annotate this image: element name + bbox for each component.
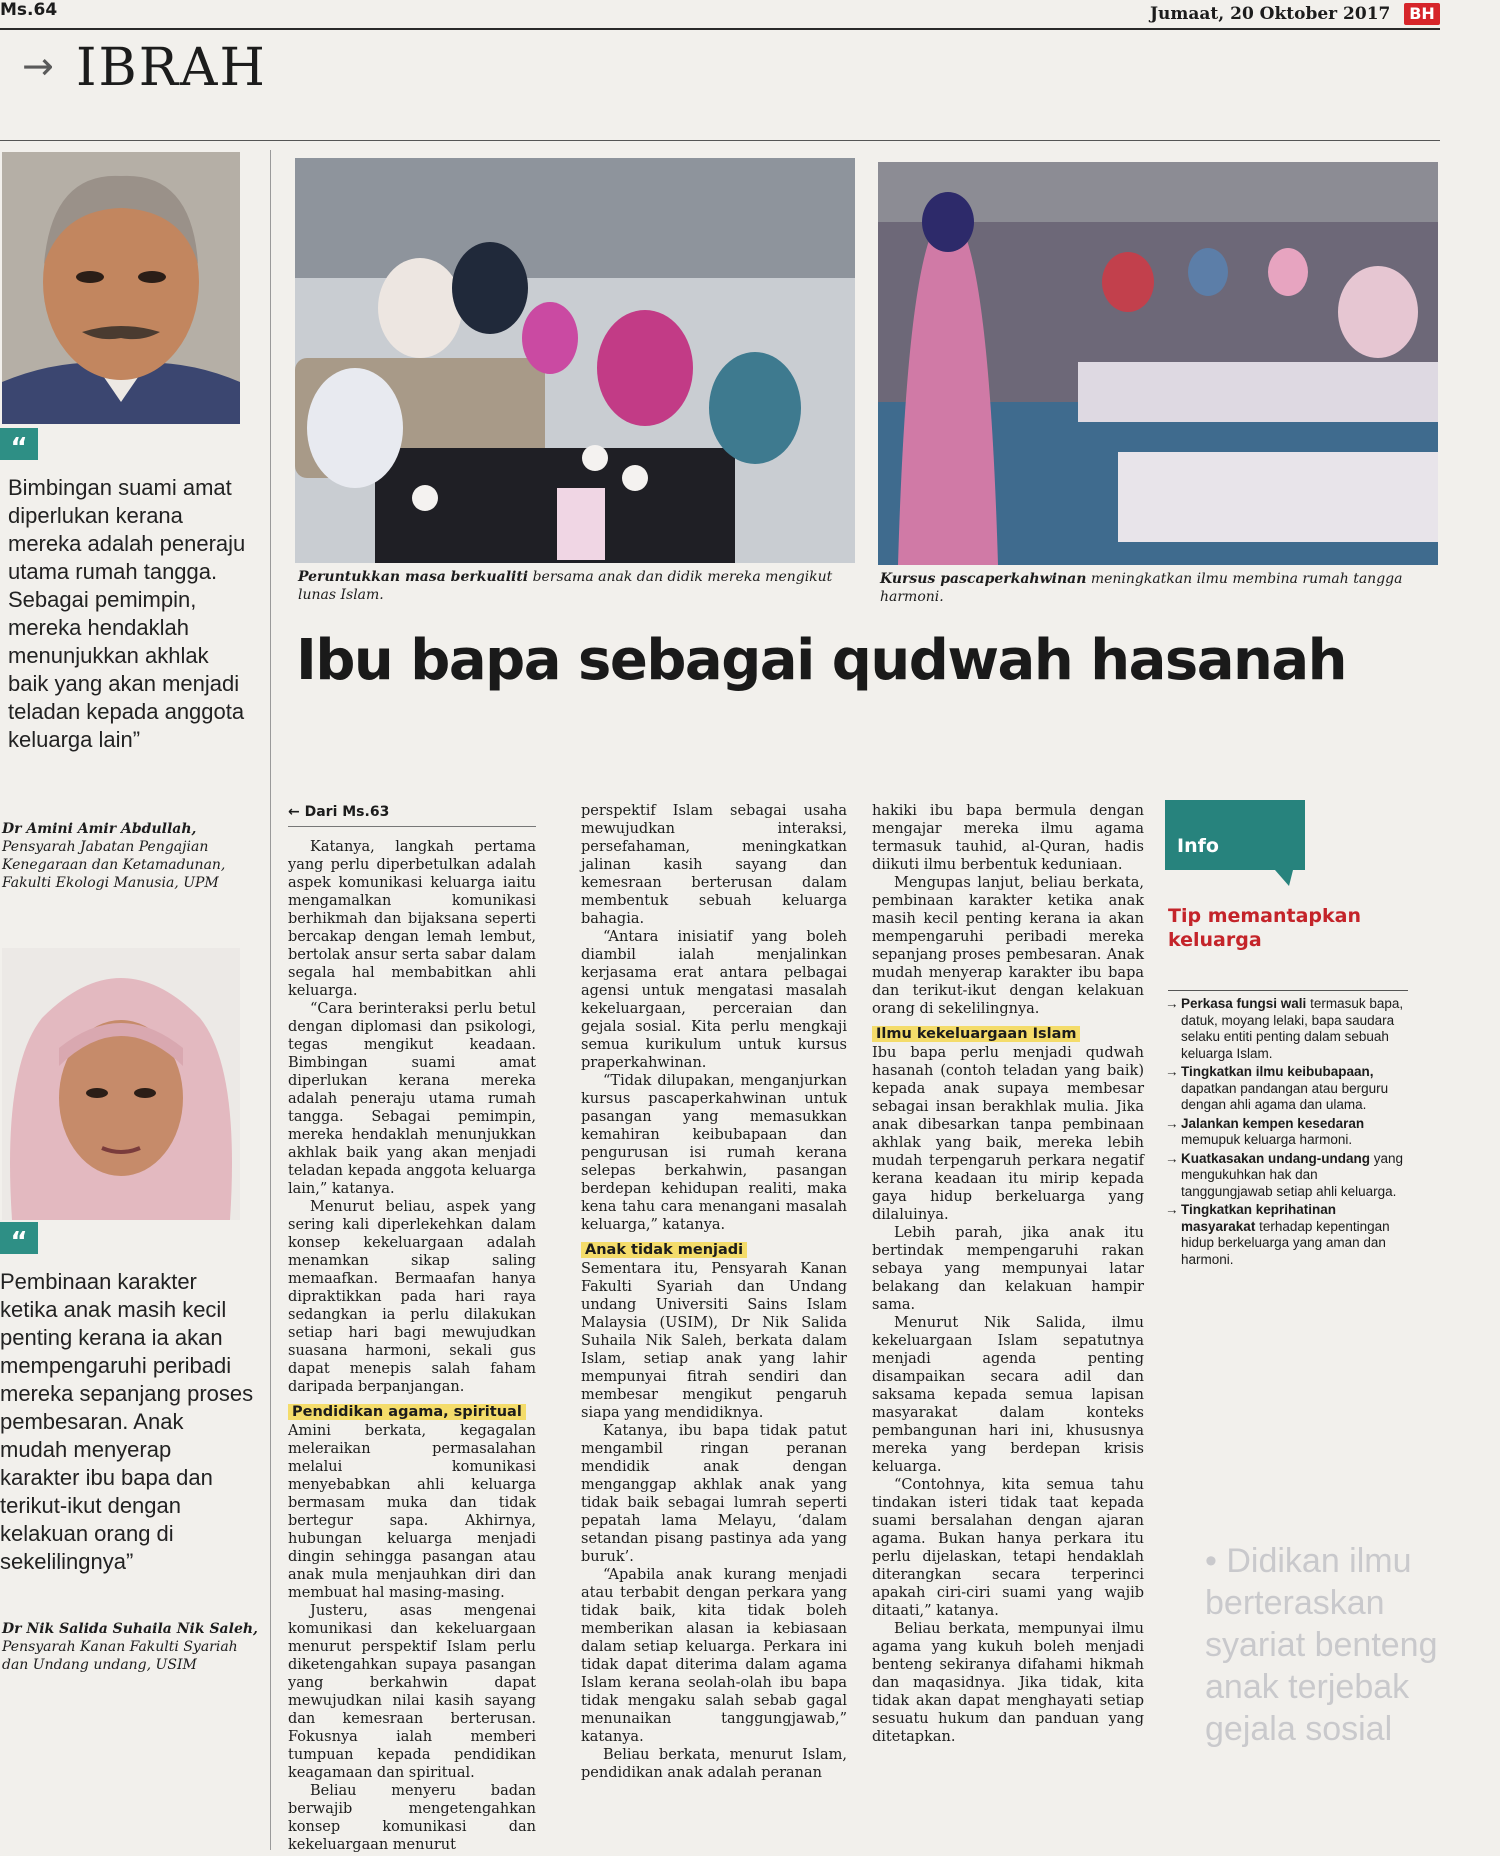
- tip-text: terhadap kepentingan hidup berkeluarga yang aman dan harmoni.: [1181, 1218, 1390, 1267]
- tip-text: dapatkan pandangan atau berguru dengan ahli agama dan ulama.: [1181, 1080, 1389, 1112]
- paragraph: “Contohnya, kita semua tahu tindakan isteri tidak taat kepada suami bersalahan dengan ajaran agama. Bukan hanya perkara itu perlu dijelaskan, tetapi hendaklah diterangkan secara terperinci apakah ciri-ciri suami yang wajib ditaati,” katanya.: [872, 1477, 1144, 1619]
- caption-bold: Kursus pascaperkahwinan: [880, 571, 1087, 587]
- subheading: Pendidikan agama, spiritual: [288, 1404, 526, 1420]
- top-rule: [0, 28, 1440, 30]
- section-title: IBRAH: [76, 38, 267, 98]
- attribution-nik-salida: [2, 1620, 262, 1674]
- issue-date: Jumaat, 20 Oktober 2017: [1150, 4, 1391, 24]
- paragraph: Sementara itu, Pensyarah Kanan Fakulti Syariah dan Undang undang Universiti Sains Islam Malaysia (USIM), Dr Nik Salida Suhaila Nik Saleh, berkata dalam Islam, setiap anak yang lahir mempunyai fitrah sendiri dan membesar mengikut pengaruh siapa yang mendidiknya.: [581, 1261, 847, 1421]
- paragraph: Menurut Nik Salida, ilmu kekeluargaan Islam sepatutnya menjadi agenda penting disampaikan secara adil dan saksama kepada semua lapisan masyarakat dalam konteks pembangunan hari ini, khususnya mereka yang berdepan krisis keluarga.: [872, 1315, 1144, 1475]
- bleed-through-text: • Didikan ilmu berteraskan syariat benteng anak terjebak gejala sosial: [1205, 1542, 1438, 1748]
- caption-text: meningkatkan ilmu membina rumah tangga harmoni.: [880, 571, 1403, 605]
- attribution-amini: [2, 820, 262, 892]
- tip-item: [1165, 1116, 1410, 1149]
- paragraph: Mengupas lanjut, beliau berkata, pembinaan karakter ketika anak masih kecil penting kerana ia akan mempengaruhi peribadi mereka sepanjang proses pembesaran. Anak mudah menyerap karakter ibu bapa dan terikut-ikut dengan kelakuan orang di sekelilingnya.: [872, 875, 1144, 1017]
- article-column-1: [288, 838, 536, 1854]
- subheading: Ilmu kekeluargaan Islam: [872, 1026, 1080, 1042]
- tip-bold: Kuatkasakan undang-undang: [1181, 1150, 1371, 1166]
- attribution-name: Dr Amini Amir Abdullah,: [2, 821, 197, 837]
- paragraph: Menurut beliau, aspek yang sering kali diperlekehkan dalam konsep kekeluargaan adalah menamkan sikap saling memaafkan. Bermaafan hanya dipraktikkan pada hari raya sedangkan ia perlu dilakukan setiap hari bagi mewujudkan suasana harmoni, sekali gus dapat menepis salah faham daripada berpanjangan.: [288, 1199, 536, 1395]
- article-column-2: [581, 802, 847, 1782]
- pull-quote-amini: Bimbingan suami amat diperlukan kerana mereka adalah peneraju utama rumah tangga. Sebagai pemimpin, mereka hendaklah menunjukkan akhlak baik yang akan menjadi teladan kepada anggota keluarga lain”: [8, 475, 246, 752]
- subheading: Anak tidak menjadi: [581, 1242, 747, 1258]
- course-photo: [878, 162, 1438, 565]
- portrait-amini: [2, 152, 240, 424]
- info-badge-tail: [1275, 870, 1293, 886]
- paragraph: Beliau berkata, menurut Islam, pendidikan anak adalah peranan: [581, 1747, 847, 1781]
- tip-text: yang mengukuhkan hak dan tanggungjawab setiap ahli keluarga.: [1181, 1150, 1404, 1199]
- caption-bold: Peruntukkan masa berkualiti: [298, 569, 529, 585]
- paragraph: Beliau menyeru badan berwajib mengetengahkan konsep komunikasi dan kekeluargaan menurut: [288, 1783, 536, 1853]
- quote-icon: “: [0, 1222, 38, 1254]
- tip-text: memupuk keluarga harmoni.: [1181, 1132, 1353, 1147]
- family-photo: [295, 158, 855, 563]
- tip-item: [1165, 1064, 1410, 1114]
- paragraph: Katanya, ibu bapa tidak patut mengambil ringan peranan mendidik anak dengan menganggap akhlak anak yang tidak baik sebagai lumrah seperti pepatah lama Melayu, ‘dalam setandan pisang pastinya ada yang buruk’.: [581, 1423, 847, 1565]
- arrow-right-icon: →: [22, 44, 54, 88]
- paragraph: “Antara inisiatif yang boleh diambil ialah menjalinkan kerjasama erat antara pelbagai agensi untuk mengatasi masalah kekeluargaan, perceraian dan gejala sosial. Kita perlu mengkaji semua kurikulum untuk kursus praperkahwinan.: [581, 929, 847, 1071]
- article-column-3: [872, 802, 1144, 1746]
- tip-title: Tip memantapkan keluarga: [1168, 905, 1362, 951]
- tip-bold: Tingkatkan keprihatinan masyarakat: [1181, 1202, 1337, 1234]
- paragraph: Lebih parah, jika anak itu bertindak mempengaruhi rakan sebaya yang mempunyai latar belakang dan kelakuan hampir sama.: [872, 1225, 1144, 1313]
- paragraph: Beliau berkata, mempunyai ilmu agama yang kukuh boleh menjadi benteng sekiranya difahami hikmah dan maqasidnya. Jika tidak, kita tidak akan dapat menghayati setiap sesuatu hukum dan panduan yang ditetapkan.: [872, 1621, 1144, 1745]
- paragraph: hakiki ibu bapa bermula dengan mengajar mereka ilmu agama termasuk tauhid, al-Quran, hadis diikuti ilmu berbentuk keduniaan.: [872, 803, 1144, 873]
- tip-item: [1165, 1202, 1410, 1268]
- paragraph: “Tidak dilupakan, menganjurkan kursus pascaperkahwinan untuk pasangan yang memasukkan kemahiran keibubapaan dan pengurusan isi rumah kerana selepas berkahwin, pasangan berdepan kehidupan realiti, maka kena tahu cara menangani masalah keluarga,” katanya.: [581, 1073, 847, 1233]
- info-label: Info: [1177, 835, 1219, 857]
- continued-from: ← Dari Ms.63: [288, 804, 390, 820]
- course-photo-caption: [880, 570, 1440, 606]
- paragraph: Katanya, langkah pertama yang perlu diperbetulkan adalah aspek komunikasi keluarga iaitu mengamalkan komunikasi berhikmah dan bijaksana seperti bercakap dengan lemah lembut, bertolak ansur serta sabar dalam segala hal membabitkan ahli keluarga.: [288, 839, 536, 999]
- bh-logo: BH: [1404, 3, 1440, 25]
- paragraph: Amini berkata, kegagalan meleraikan permasalahan melalui komunikasi menyebabkan ahli keluarga bermasam muka dan tidak bertegur sapa. Akhirnya, hubungan keluarga menjadi dingin sehingga pasangan atau anak mula menjauhkan diri dan membuat hal masing-masing.: [288, 1423, 536, 1601]
- attribution-role: Pensyarah Jabatan Pengajian Kenegaraan dan Ketamadunan, Fakulti Ekologi Manusia, UPM: [2, 839, 226, 891]
- caption-text: bersama anak dan didik mereka mengikut lunas Islam.: [298, 569, 833, 603]
- portrait-nik-salida: [2, 948, 240, 1220]
- info-badge: [1165, 800, 1305, 870]
- header-divider: [0, 140, 1440, 141]
- paragraph: Justeru, asas mengenai komunikasi dan kekeluargaan menurut perspektif Islam perlu diketengahkan supaya pasangan yang berkahwin dapat mewujudkan nilai kasih sayang dan kemesraan berterusan. Fokusnya ialah memberi tumpuan kepada pendidikan keagamaan dan spiritual.: [288, 1603, 536, 1781]
- attribution-role: Pensyarah Kanan Fakulti Syariah dan Undang undang, USIM: [2, 1639, 238, 1673]
- headline: Ibu bapa sebagai qudwah hasanah: [296, 628, 1347, 693]
- sidebar-divider: [270, 150, 271, 1850]
- tip-bold: Perkasa fungsi wali: [1181, 996, 1307, 1011]
- continued-rule: [288, 826, 536, 827]
- tip-divider: [1168, 990, 1408, 991]
- attribution-name: Dr Nik Salida Suhaila Nik Saleh,: [2, 1621, 258, 1637]
- paragraph: “Cara berinteraksi perlu betul dengan diplomasi dan psikologi, tegas mengikut keadaan. Bimbingan suami amat diperlukan kerana mereka adalah peneraju utama rumah tangga. Sebagai pemimpin, mereka hendaklah menunjukkan akhlak baik yang akan menjadi teladan kepada anggota keluarga lain,” katanya.: [288, 1001, 536, 1197]
- quote-icon: “: [0, 428, 38, 460]
- pull-quote-nik-salida: Pembinaan karakter ketika anak masih kecil penting kerana ia akan mempengaruhi peribadi mereka sepanjang proses pembesaran. Anak mudah menyerap karakter ibu bapa dan terikut-ikut dengan kelakuan orang di sekelilingnya”: [0, 1269, 254, 1574]
- page-number: Ms.64: [0, 0, 58, 20]
- tip-bold: Jalankan kempen kesedaran: [1181, 1115, 1365, 1131]
- tip-bold: Tingkatkan ilmu keibubapaan,: [1181, 1064, 1374, 1079]
- tip-list: [1165, 996, 1410, 1270]
- paragraph: “Apabila anak kurang menjadi atau terbabit dengan perkara yang tidak baik, kita tidak boleh memberikan alasan ia kebiasaan dalam setiap keluarga. Perkara ini tidak dapat diterima dalam agama Islam kerana seolah-olah ibu bapa tidak mengaku salah sebab gagal menunaikan tanggungjawab,” katanya.: [581, 1567, 847, 1745]
- tip-item: [1165, 996, 1410, 1062]
- tip-item: [1165, 1151, 1410, 1201]
- family-photo-caption: [298, 568, 858, 604]
- paragraph: perspektif Islam sebagai usaha mewujudkan interaksi, persefahaman, meningkatkan jalinan kasih sayang dan kemesraan berterusan dalam membentuk sebuah keluarga bahagia.: [581, 803, 847, 927]
- paragraph: Ibu bapa perlu menjadi qudwah hasanah (contoh teladan yang baik) kepada anak supaya membesar sebagai insan berakhlak mulia. Jika anak dibesarkan tanpa pembinaan akhlak yang baik, mereka lebih mudah terpengaruh perkara negatif kerana keadaan itu mirip kepada gaya hidup berkeluarga yang dilaluinya.: [872, 1045, 1144, 1223]
- tip-text: termasuk bapa, datuk, moyang lelaki, bapa saudara selaku entiti penting dalam sebuah keluarga Islam.: [1181, 996, 1404, 1061]
